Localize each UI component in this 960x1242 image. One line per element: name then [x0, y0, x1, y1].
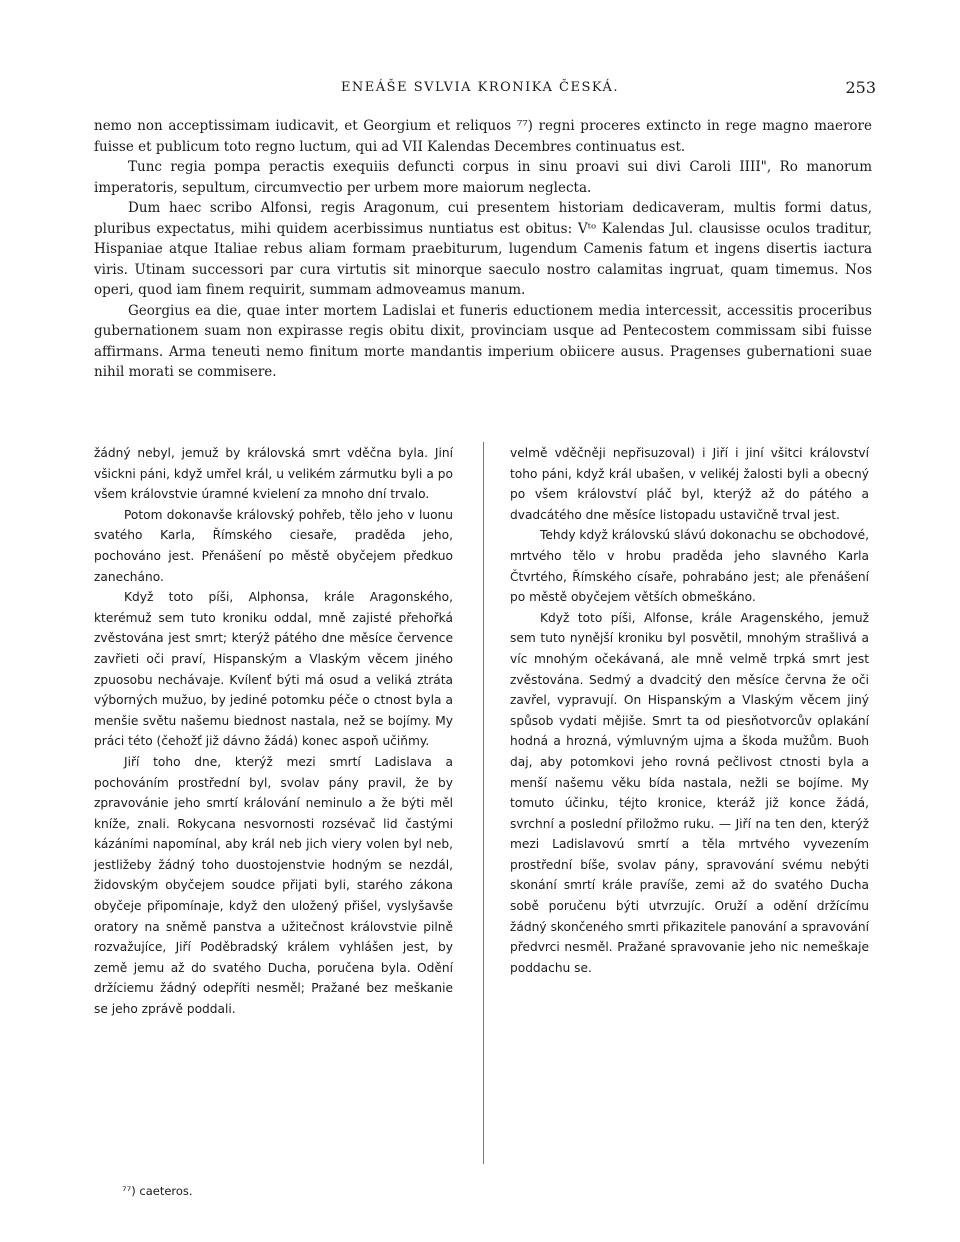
left-paragraph: Potom dokonavše královský pohřeb, tělo jeho v luonu svatého Karla, Římského ciesaře, praděda jeho, pochováno jest. Přenášení po městě obyčejem předkuo zanecháno.	[94, 507, 453, 584]
latin-paragraph: Tunc regia pompa peractis exequiis defuncti corpus in sinu proavi sui divi Caroli IIII", Ro manorum imperatoris, sepultum, circumvectio per urbem more maiorum neglecta.	[94, 159, 872, 196]
footnote-text: caeteros.	[139, 1184, 193, 1198]
footnote	[122, 1184, 193, 1198]
page-number: 253	[845, 78, 876, 97]
right-paragraph: Když toto píši, Alfonse, krále Aragenského, jemuž sem tuto nynější kroniku byl posvětil, mnohým strašlivá a víc mnohým očekávaná, ale mně velmě trpká smrt jest zvěstována. Sedmý a dvadcitý den měsíce června že oči zavřel, vypravují. On Hispanským a Vlaským věcem jiný spůsob vydati mějiše. Smrt ta od piesňotvorcův oplakání hodná a hrozná, výmluvným ujma a škoda mužům. Buoh daj, aby potomkovi jeho rovná pečlivost ctnosti byla a menší našemu věku bída nastala, nežli se bojíme. My tomuto účinku, téjto kronice, kteráž již konce žádá, svrchní a poslední přiložmo ruku. — Jiří na ten den, kterýž mezi Ladislavovú smrtí a těla mrtvého vyvezením prostřední bíše, svolav pány, spravování svému nebýti skonání smrtí krále pravíše, zemi až do svatého Ducha sobě poručenu býti utvrzujíc. Oruží a odění držícímu žádný skončeného smrti přikazitele panování a spravování předvrci nesměl. Pražané spravovanie jeho nic nemeškaje poddachu se.	[510, 610, 869, 975]
left-paragraph: žádný nebyl, jemuž by královská smrt vděčna byla. Jiní všickni páni, když umřel král, u velikém zármutku byli a po všem královstvie úramné kvielení za mnoho dní trvalo.	[94, 446, 453, 502]
latin-paragraph: Georgius ea die, quae inter mortem Ladislai et funeris eductionem media intercessit, accessitis proceribus gubernationem suam non expirasse regis obitu dixit, provinciam usque ad Pentecostem commissam sibi fuisse affirmans. Arma teneuti nemo finitum morte mandantis imperium obiicere ausus. Pragenses gubernationi suae nihil morati se commisere.	[94, 302, 872, 380]
right-paragraph: Tehdy když královskú slávú dokonachu se obchodové, mrtvého tělo v hrobu praděda jeho slavného Karla Čtvrtého, Římského císaře, pohrabáno jest; ale přenášení po městě obyčejem větších obmeškáno.	[510, 528, 869, 605]
left-paragraph: Jiří toho dne, kterýž mezi smrtí Ladislava a pochováním prostřední byl, svolav pány pravil, že by zpravovánie jeho smrtí králování neminulo a že býti měl kníže, znali. Rokycana nesvornosti rozsévač lid častými kázáními napomínal, aby král neb jich viery volen byl neb, jestližeby žádný toho duostojenstvie hodným se nezdál, židovským obyčejem soudce přijati byli, starého zákona obyčeje připomínaje, když den uložený přišel, vyslyšavše oratory na sněmě panstva a užitečnost královstvie pilně rozvažujíce, Jiří Poděbradský králem vyhlášen jest, by země jemu až do svatého Ducha, poručena byla. Odění držíciemu žádný odepříti nesměl; Pražané bez meškanie se jeho zprávě poddali.	[94, 754, 453, 1017]
czech-right-column	[510, 443, 869, 978]
latin-paragraph: nemo non acceptissimam iudicavit, et Georgium et reliquos ⁷⁷) regni proceres extincto in rege magno maerore fuisse et publicum toto regno luctum, qui ad VII Kalendas Decembres continuatus est.	[94, 118, 872, 155]
running-title: ENEÁŠE SVLVIA KRONIKA ČESKÁ.	[340, 80, 620, 95]
czech-left-column	[94, 443, 453, 1020]
right-paragraph: velmě vděčněji nepřisuzoval) i Jiří i jiní všitci království toho páni, když král ubašen, v velikéj žalosti byli a obecný po všem království pláč byl, kterýž až do pátého a dvadcátého dne měsíce listopadu ustavičně trval jest.	[510, 446, 869, 522]
left-paragraph: Když toto píši, Alphonsa, krále Aragonského, kterémuž sem tuto kroniku oddal, mně zajisté přehořká zvěstována jest smrt; kterýž pátého dne měsíce července zavřieti oči praví, Hispanským a Vlaským věcem jiného zpuosobu nechávaje. Kvílenť býti má osud a veliká ztráta výborných mužuo, by jediné potomku péče o ctnost byla a menšie světu našemu biednost nastala, než se bojímy. My práci této (čehožť již dávno žádá) konec aspoň učiňmy.	[94, 590, 453, 749]
column-divider	[483, 442, 484, 1164]
page-header	[0, 80, 960, 102]
latin-text-block	[94, 116, 872, 383]
latin-paragraph: Dum haec scribo Alfonsi, regis Aragonum, cui presentem historiam dedicaveram, multis formi datus, pluribus expectatus, mihi quidem acerbissimus nuntiatus est obitus: Vᵗᵒ Kalendas Jul. clausisse oculos traditur, Hispaniae atque Italiae rebus aliam formam praebiturum, lugendum Camenis fatum et ingens disertis iactura viris. Utinam successori par cura virtutis sit minorque saeculo nostro calamitas ingruat, quam timemus. Nos operi, quod iam finem requirit, summam admoveamus manum.	[94, 200, 872, 298]
footnote-mark: ⁷⁷)	[122, 1184, 136, 1198]
